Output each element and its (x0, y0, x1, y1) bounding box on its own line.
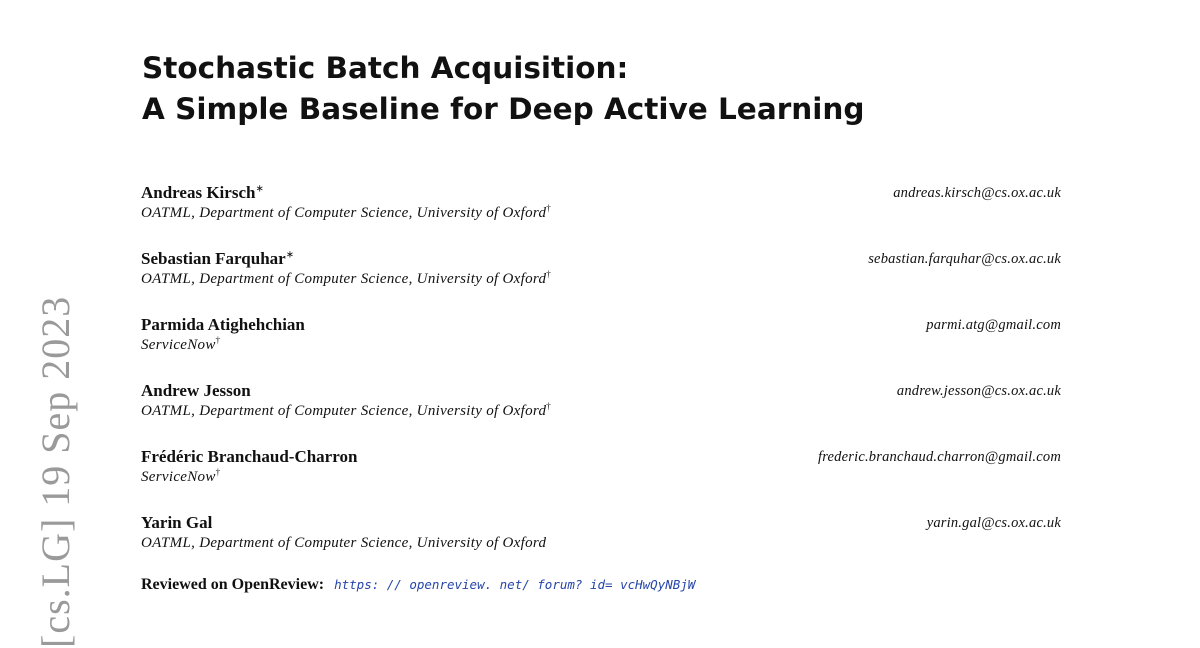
author-block (141, 249, 1061, 293)
author-email[interactable]: andrew.jesson@cs.ox.ac.uk (896, 383, 1061, 399)
author-block (141, 315, 1061, 359)
author-affiliation: ServiceNow† (141, 467, 221, 485)
author-block (141, 513, 1061, 557)
author-name: Yarin Gal (141, 513, 213, 532)
openreview-line (141, 576, 695, 594)
author-block (141, 183, 1061, 227)
paper-title (142, 48, 865, 130)
author-email[interactable]: sebastian.farquhar@cs.ox.ac.uk (868, 251, 1061, 267)
author-email[interactable]: yarin.gal@cs.ox.ac.uk (926, 515, 1061, 531)
author-name: Andrew Jesson (141, 381, 251, 400)
paper-title-line-2: A Simple Baseline for Deep Active Learning (142, 92, 865, 126)
author-name: Andreas Kirsch∗ (141, 183, 264, 202)
author-email[interactable]: andreas.kirsch@cs.ox.ac.uk (893, 185, 1061, 201)
author-name: Parmida Atighehchian (141, 315, 305, 334)
author-affiliation: OATML, Department of Computer Science, University of Oxford† (141, 401, 552, 419)
arxiv-identifier-stamp: [cs.LG] 19 Sep 2023 (33, 295, 78, 648)
author-name: Sebastian Farquhar∗ (141, 249, 295, 268)
author-name: Frédéric Branchaud-Charron (141, 447, 358, 466)
paper-title-line-1: Stochastic Batch Acquisition: (142, 51, 629, 85)
author-affiliation: ServiceNow† (141, 335, 221, 353)
author-email[interactable]: parmi.atg@gmail.com (926, 317, 1061, 333)
author-affiliation: OATML, Department of Computer Science, University of Oxford† (141, 269, 552, 287)
author-block (141, 381, 1061, 425)
author-email[interactable]: frederic.branchaud.charron@gmail.com (818, 449, 1061, 465)
openreview-link[interactable]: https: // openreview. net/ forum? id= vcHwQyNBjW (334, 577, 696, 592)
author-affiliation: OATML, Department of Computer Science, University of Oxford† (141, 203, 552, 221)
openreview-label: Reviewed on OpenReview: (141, 576, 325, 593)
author-block (141, 447, 1061, 491)
author-affiliation: OATML, Department of Computer Science, University of Oxford (141, 535, 547, 551)
